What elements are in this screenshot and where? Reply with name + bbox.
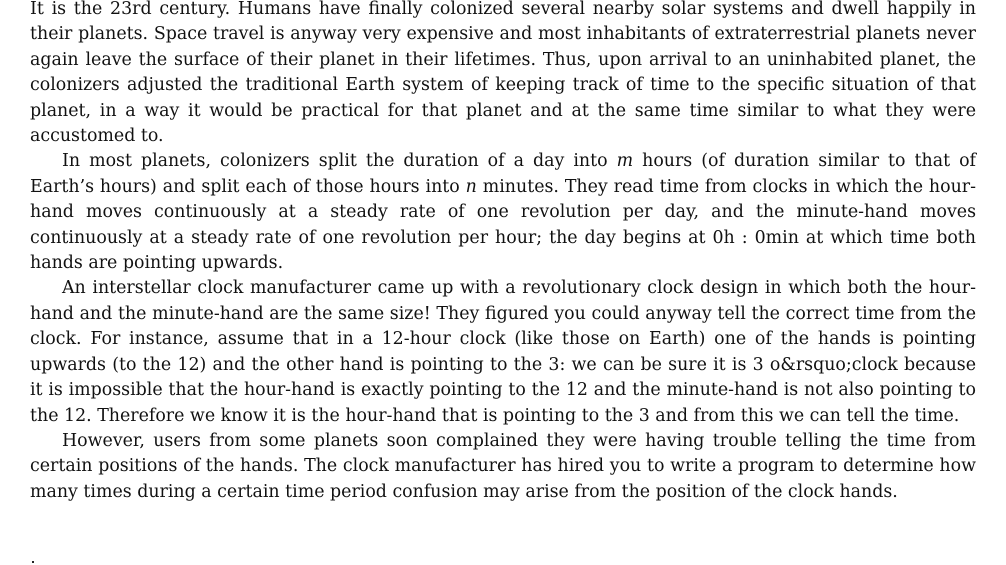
text-run: In most planets, colonizers split the duration of a day into [62, 151, 617, 172]
math-variable: m [616, 151, 634, 172]
text-run: An interstellar clock manufacturer came up with a revolutionary clock design in which both the hour-hand and the minute-hand are the same size! They figured you could anyway tell the correct time from the clock. For instance, assume that in a 12-hour clock (like those on Earth) one of the hands is pointing upwards (to the 12) and the other hand is pointing to the 3: we can be sure it is 3 o&rsquo;clock because it is impossible that the hour-hand is exactly pointing to the 12 and the minute-hand is not also pointing to the 12. Therefore we know it is the hour-hand that is pointing to the 3 and from this we can tell the time. [30, 278, 976, 426]
paragraph-3 [30, 276, 976, 428]
text-run: hours (of duration similar to that of Earth’s hours) and split each of those hours into [30, 151, 976, 197]
text-run: minutes. They read time from clocks in which the hour-hand moves continuously at a steady rate of one revolution per day, and the minute-hand moves continuously at a steady rate of one revolution per hour; the day begins at 0h : 0min at which time both hands are pointing upwards. [30, 176, 976, 274]
paragraph-4 [30, 429, 976, 505]
text-run: However, users from some planets soon complained they were having trouble telling the time from certain positions of the hands. The clock manufacturer has hired you to write a program to determine how many times during a certain time period confusion may arise from the position of the clock hands. [30, 430, 976, 502]
problem-statement [30, 0, 976, 505]
stray-mark [32, 561, 34, 563]
math-variable: n [465, 176, 477, 197]
paragraph-2 [30, 149, 976, 276]
text-run: It is the 23rd century. Humans have finally colonized several nearby solar systems and dwell happily in their planets. Space travel is anyway very expensive and most inhabitants of extraterrestrial planets never again leave the surface of their planet in their lifetimes. Thus, upon arrival to an uninhabited planet, the colonizers adjusted the traditional Earth system of keeping track of time to the specific situation of that planet, in a way it would be practical for that planet and at the same time similar to what they were accustomed to. [30, 0, 976, 147]
paragraph-1 [30, 0, 976, 149]
